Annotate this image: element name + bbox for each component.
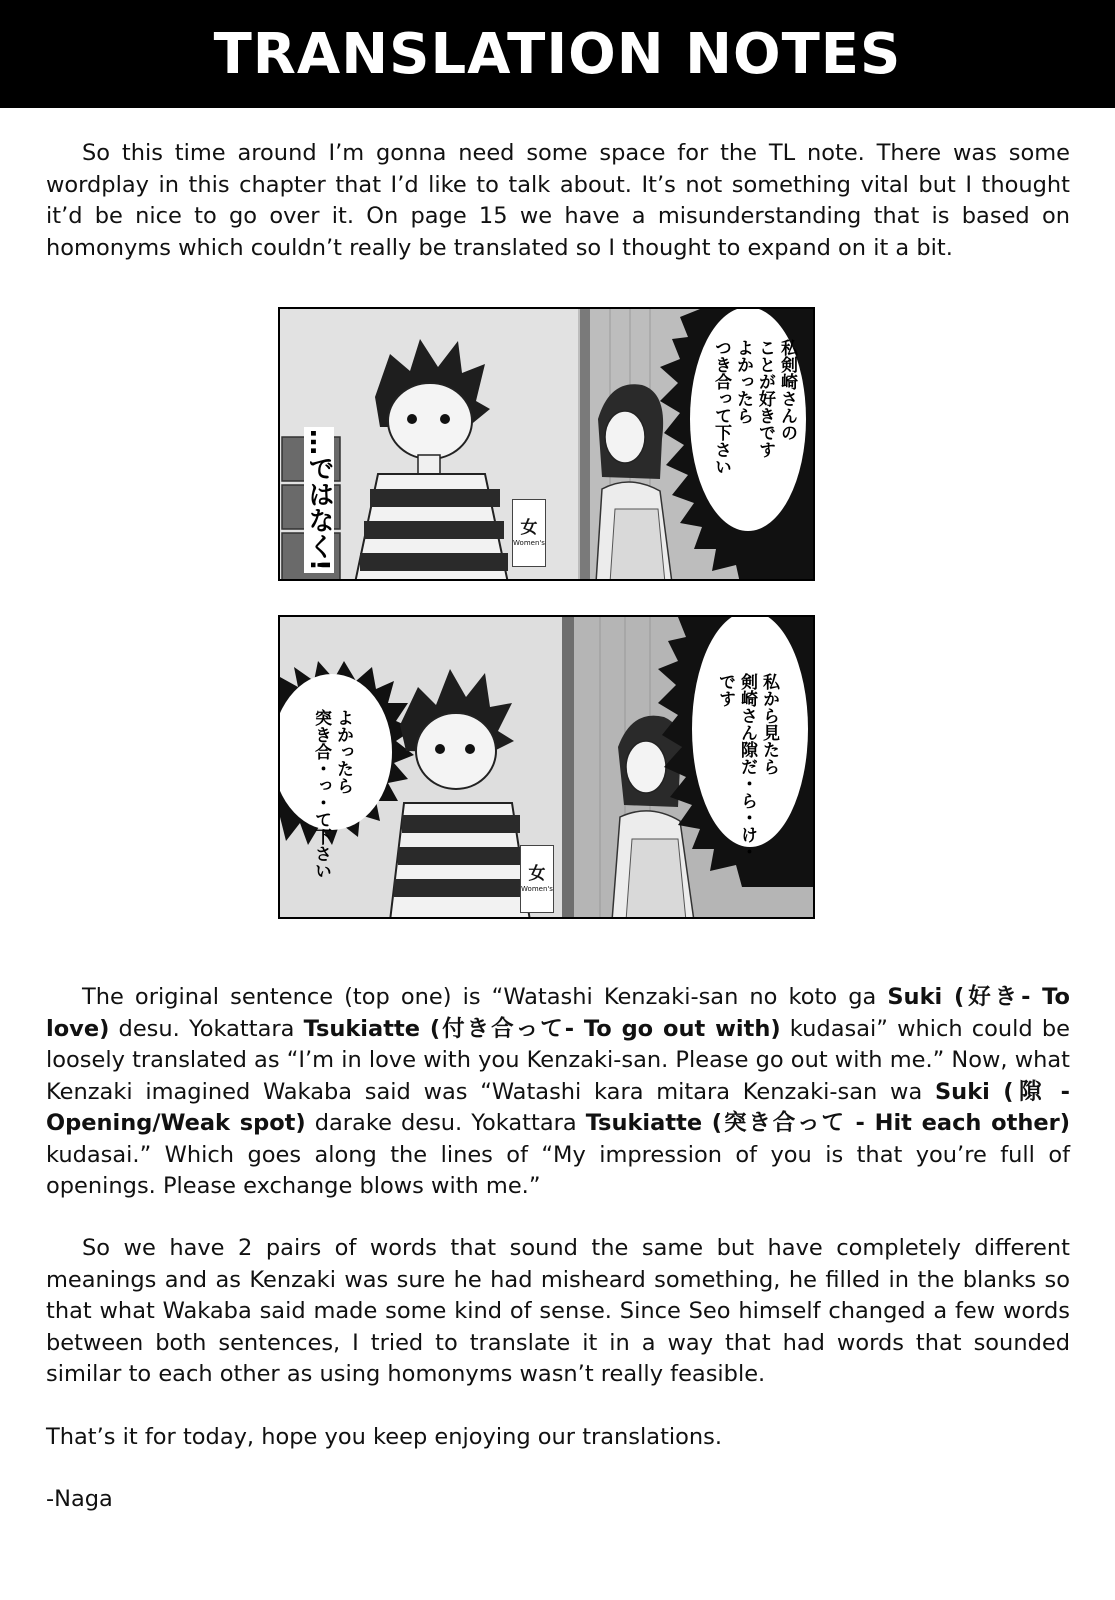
panel-bottom-bubble-text: 私から見たら 剣崎さん隙だ・ら・け・ です: [715, 673, 779, 860]
panel-bottom-left-text: よかったら 突き合・っ・て下さい: [311, 709, 353, 879]
term-tsukiatte-hit: Tsukiatte (突き合って - Hit each other): [585, 1110, 1071, 1136]
manga-panel-bottom: [278, 615, 815, 919]
manga-panel-top: [278, 307, 815, 581]
term-suki-love: Suki (好き- To love): [46, 984, 1070, 1042]
page-title: TRANSLATION NOTES: [213, 21, 902, 87]
term-tsukiatte-date: Tsukiatte (付き合って- To go out with): [303, 1015, 781, 1042]
panel-top-bubble-text: 私剣崎さんの ことが好きです よかったら つき合って下さい: [711, 339, 797, 475]
homonym-paragraph: So we have 2 pairs of words that sound the same but have completely different meanings and as Kenzaki was sure he had misheard something, he filled in the blanks so that what Wakaba said made some kind of sense. Since Seo himself changed a few words between both sentences, I tried to translate it in a way that had words that sounded similar to each other as using homonyms wasn’t really feasible.: [46, 1235, 1070, 1387]
womens-sign-bottom: 女 Women's: [520, 845, 554, 913]
explanation-paragraph: The original sentence (top one) is “Watashi Kenzaki-san no koto ga Suki (好き- To love) desu. Yokattara Tsukiatte (付き合って- To go out with) kudasai” which could be loosely translated as “I’m in love with you Kenzaki-san. Please go out with me.” Now, what Kenzaki imagined Wakaba said was “Watashi kara mitara Kenzaki-san wa Suki (隙 - Opening/Weak spot) darake desu. Yokattara Tsukiatte (突き合って - Hit each other) kudasai.” Which goes along the lines of “My impression of you is that you’re full of openings. Please exchange blows with me.”: [46, 984, 1071, 1199]
panel-top-side-text: …ではなく!: [304, 429, 334, 571]
signature: -Naga: [46, 1486, 113, 1512]
closing-paragraph: That’s it for today, hope you keep enjoying our translations.: [46, 1424, 723, 1450]
header-banner: [0, 0, 1115, 108]
term-suki-opening: Suki (隙 - Opening/Weak spot): [46, 1078, 1070, 1136]
intro-text: So this time around I’m gonna need some space for the TL note. There was some wordplay in this chapter that I’d like to talk about. It’s not something vital but I thought it’d be nice to go over it. On page 15 we have a misunderstanding that is based on homonyms which couldn’t really be translated so I thought to expand on it a bit.: [46, 140, 1070, 261]
womens-sign: 女 Women's: [512, 499, 546, 567]
intro-paragraph: [46, 138, 1070, 264]
